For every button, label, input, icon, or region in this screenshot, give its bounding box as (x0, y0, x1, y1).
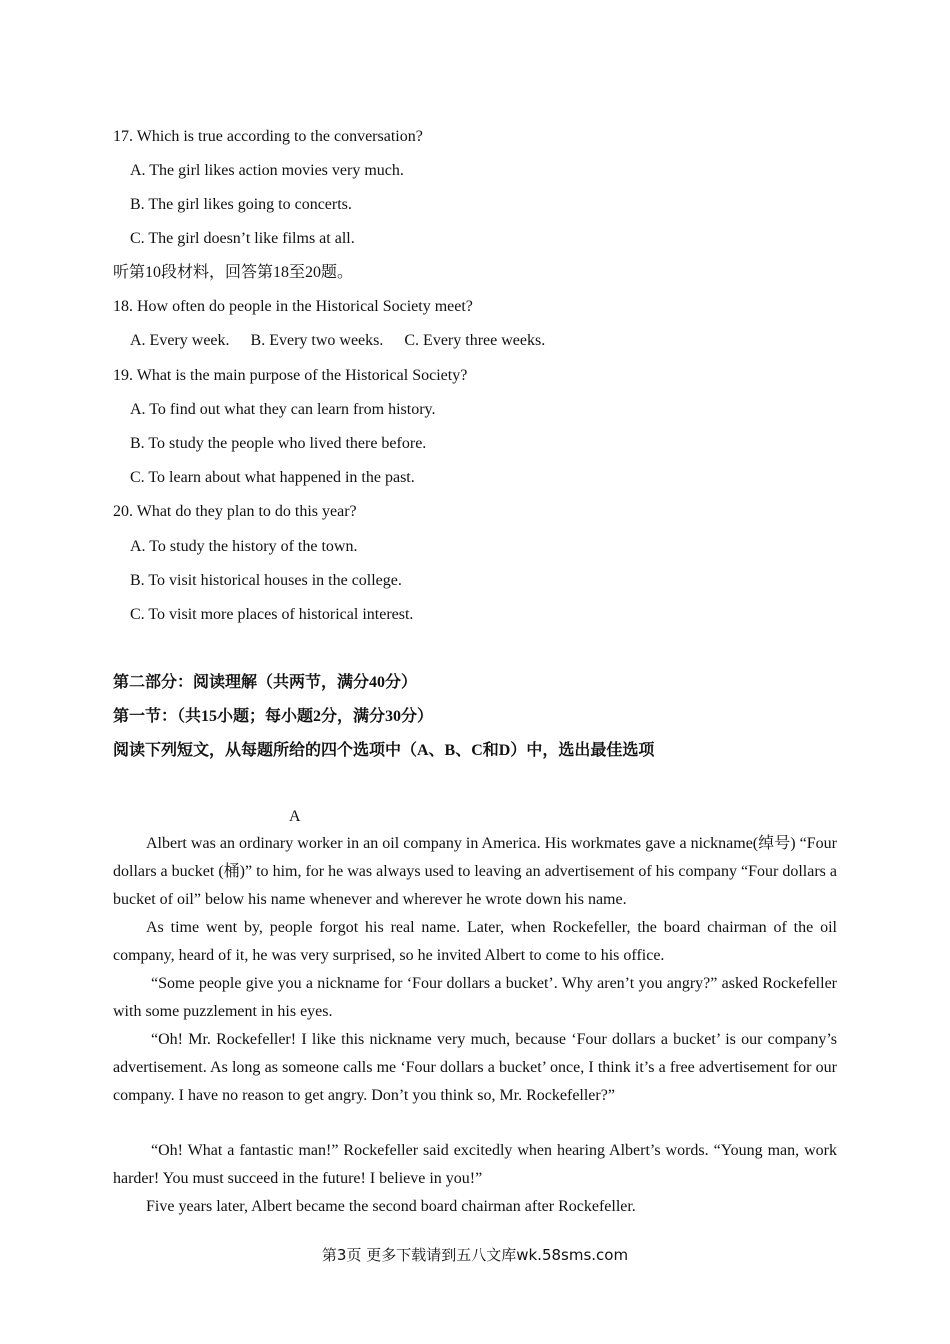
passage-paragraph-6: Five years later, Albert became the second board chairman after Rockefeller. (146, 1198, 636, 1215)
part-two-heading: 第二部分：阅读理解（共两节，满分40分） (113, 674, 418, 691)
question-18: 18. How often do people in the Historical Society meet? (113, 298, 473, 315)
reading-instruction: 阅读下列短文，从每题所给的四个选项中（A、B、C和D）中，选出最佳选项 (113, 742, 655, 759)
passage-paragraph-4: “Oh! Mr. Rockefeller! I like this nickname very much, because ‘Four dollars a bucket’ is our company’s advertisement. As long as someone calls me ‘Four dollars a bucket’ once, I think it’s a free advertisement for our company. I have no reason to get angry. Don’t you think so, Mr. Rockefeller?” (113, 1031, 837, 1104)
q18-option-c: C. Every three weeks. (404, 332, 546, 349)
q17-option-b: B. The girl likes going to concerts. (130, 196, 352, 213)
passage-paragraph-3: “Some people give you a nickname for ‘Four dollars a bucket’. Why aren’t you angry?” asked Rockefeller with some puzzlement in his eyes. (113, 975, 837, 1020)
q18-option-b: B. Every two weeks. (250, 332, 384, 349)
q20-option-c: C. To visit more places of historical interest. (130, 606, 414, 623)
passage-paragraph-5: “Oh! What a fantastic man!” Rockefeller said excitedly when hearing Albert’s words. “Young man, work harder! You must succeed in the future! I believe in you!” (113, 1142, 837, 1187)
q19-option-a: A. To find out what they can learn from history. (130, 401, 436, 418)
q17-option-a: A. The girl likes action movies very much. (130, 162, 404, 179)
section-one-heading: 第一节：（共15小题；每小题2分，满分30分） (113, 708, 434, 725)
question-20: 20. What do they plan to do this year? (113, 503, 357, 520)
page-footer: 第3页 更多下载请到五八文库wk.58sms.com (321, 1246, 629, 1264)
passage-paragraph-1: Albert was an ordinary worker in an oil company in America. His workmates gave a nickname(绰号) “Four dollars a bucket (桶)” to him, for he was always used to leaving an advertisement of his company “Four dollars a bucket of oil” below his name whenever and wherever he wrote down his name. (113, 835, 838, 908)
q20-option-a: A. To study the history of the town. (130, 538, 358, 555)
passage-label: A (289, 808, 301, 825)
section-10-instruction: 听第10段材料，回答第18至20题。 (113, 264, 354, 281)
passage-paragraph-2: As time went by, people forgot his real name. Later, when Rockefeller, the board chairman of the oil company, heard of it, he was very surprised, so he invited Albert to come to his office. (113, 919, 837, 964)
question-17: 17. Which is true according to the conversation? (113, 128, 423, 145)
q20-option-b: B. To visit historical houses in the college. (130, 572, 402, 589)
q19-option-b: B. To study the people who lived there before. (130, 435, 427, 452)
q18-options (130, 331, 545, 351)
q17-option-c: C. The girl doesn’t like films at all. (130, 230, 355, 247)
q18-option-a: A. Every week. (130, 332, 230, 349)
question-19: 19. What is the main purpose of the Historical Society? (113, 367, 468, 384)
q19-option-c: C. To learn about what happened in the past. (130, 469, 415, 486)
